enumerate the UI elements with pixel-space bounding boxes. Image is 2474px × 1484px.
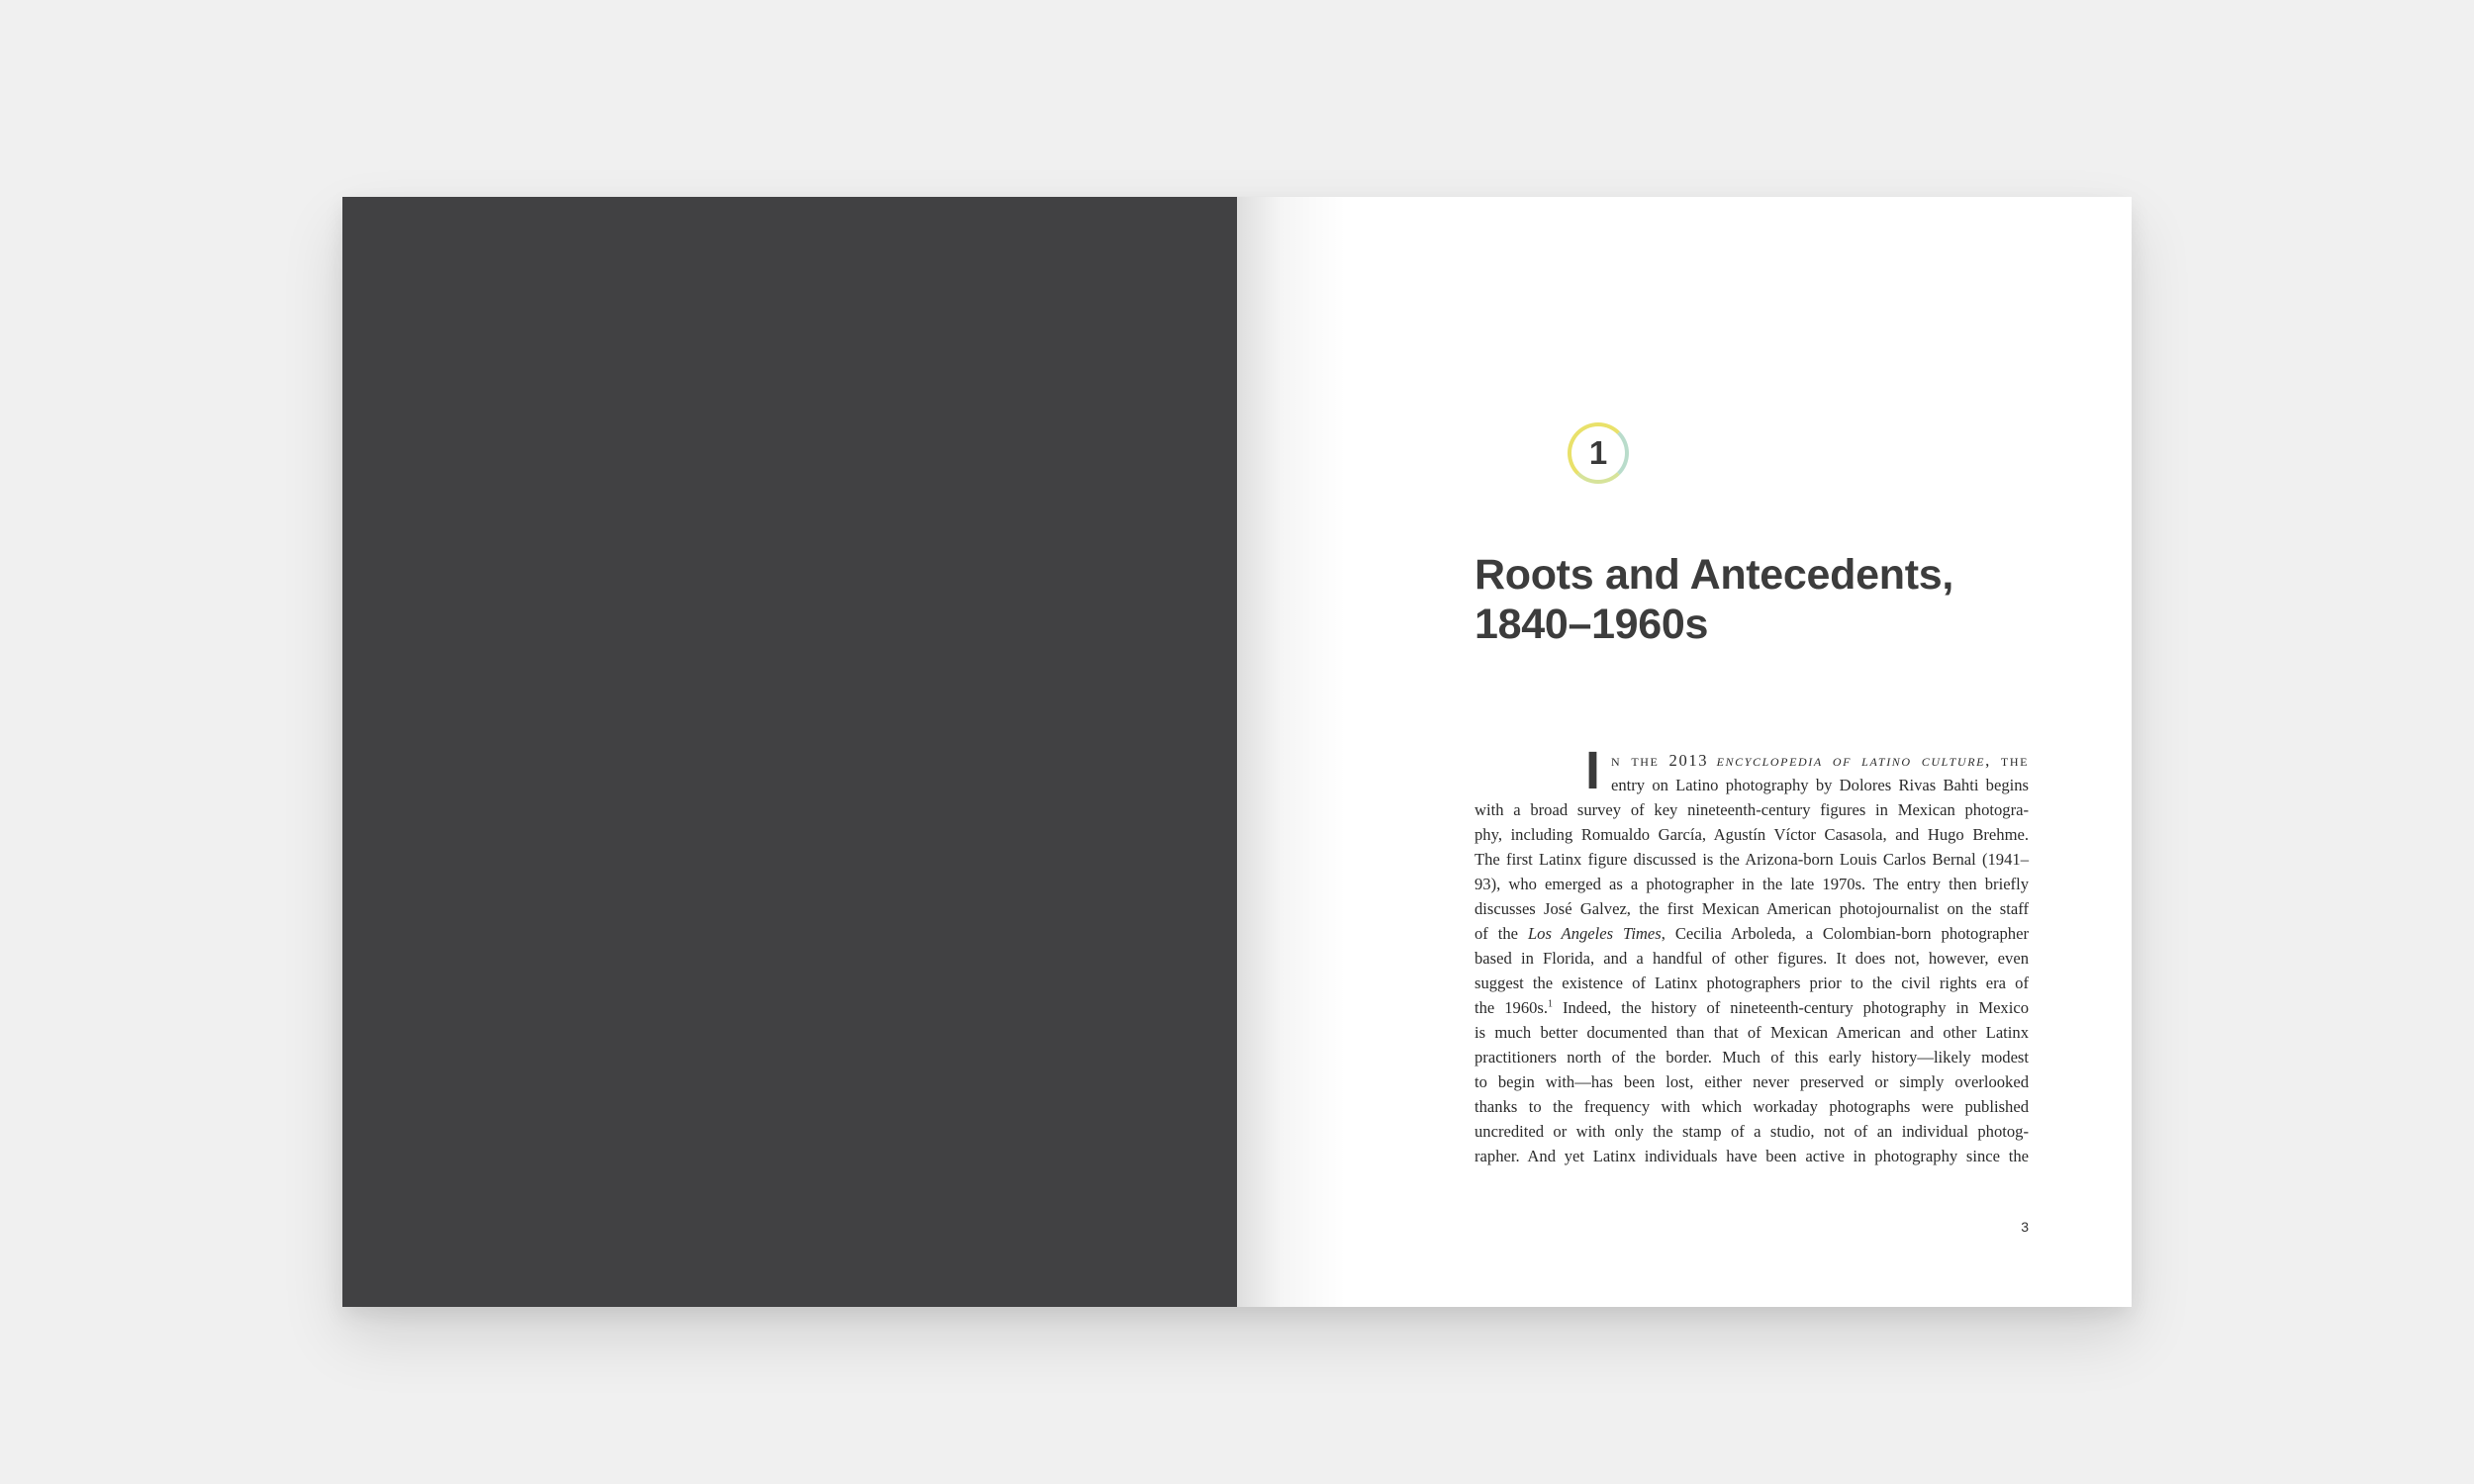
book-spread bbox=[342, 197, 2132, 1307]
text-line: The first Latinx figure discussed is the Arizona-born Louis Carlos Bernal (1941– bbox=[1475, 850, 2029, 869]
left-page bbox=[342, 197, 1237, 1307]
text-line: phy, including Romualdo García, Agustín Víctor Casasola, and Hugo Brehme. bbox=[1475, 825, 2029, 844]
text-line: practitioners north of the border. Much of this early history—likely modest bbox=[1475, 1048, 2029, 1067]
text-line: is much better documented than that of Mexican American and other Latinx bbox=[1475, 1023, 2029, 1042]
text-line: with a broad survey of key nineteenth-century figures in Mexican photogra- bbox=[1475, 800, 2029, 819]
text-line: uncredited or with only the stamp of a studio, not of an individual photog- bbox=[1475, 1122, 2029, 1141]
chapter-title-line-1: Roots and Antecedents, bbox=[1475, 551, 1953, 599]
right-page bbox=[1237, 197, 2132, 1307]
footnote-marker: 1 bbox=[1548, 998, 1554, 1010]
text-line: 93), who emerged as a photographer in the late 1970s. The entry then briefly bbox=[1475, 875, 2029, 893]
text-line: suggest the existence of Latinx photographers prior to the civil rights era of bbox=[1475, 974, 2029, 992]
text-line: discusses José Galvez, the first Mexican American photojournalist on the staff bbox=[1475, 899, 2029, 918]
text-line: thanks to the frequency with which workaday photographs were published bbox=[1475, 1097, 2029, 1116]
text-line: I n the 2013 encyclopedia of latino culture, the bbox=[1585, 741, 2030, 800]
italic-title: Los Angeles Times bbox=[1527, 924, 1662, 943]
chapter-number-badge bbox=[1568, 422, 1629, 484]
text-line: rapher. And yet Latinx individuals have been active in photography since the bbox=[1475, 1147, 2029, 1165]
gutter-shadow bbox=[1237, 197, 1346, 1307]
chapter-title-line-2: 1840–1960s bbox=[1475, 601, 1709, 648]
text-line: entry on Latino photography by Dolores Rivas Bahti begins bbox=[1611, 776, 2029, 794]
page-number: 3 bbox=[2021, 1219, 2029, 1235]
text-line: the 1960s.$^1$ Indeed, the history of nineteenth-century photography in Mexico bbox=[1475, 998, 2030, 1017]
chapter-number: 1 bbox=[1588, 434, 1608, 471]
body-paragraph bbox=[1475, 741, 2030, 1168]
chapter-title bbox=[1475, 550, 2068, 649]
drop-cap: I bbox=[1585, 741, 1601, 800]
text-line: based in Florida, and a handful of other figures. It does not, however, even bbox=[1475, 949, 2029, 968]
text-line: of the Los Angeles Times, Cecilia Arboleda, a Colombian-born photographer bbox=[1475, 924, 2029, 943]
text-line: to begin with—has been lost, either never preserved or simply overlooked bbox=[1475, 1072, 2029, 1091]
